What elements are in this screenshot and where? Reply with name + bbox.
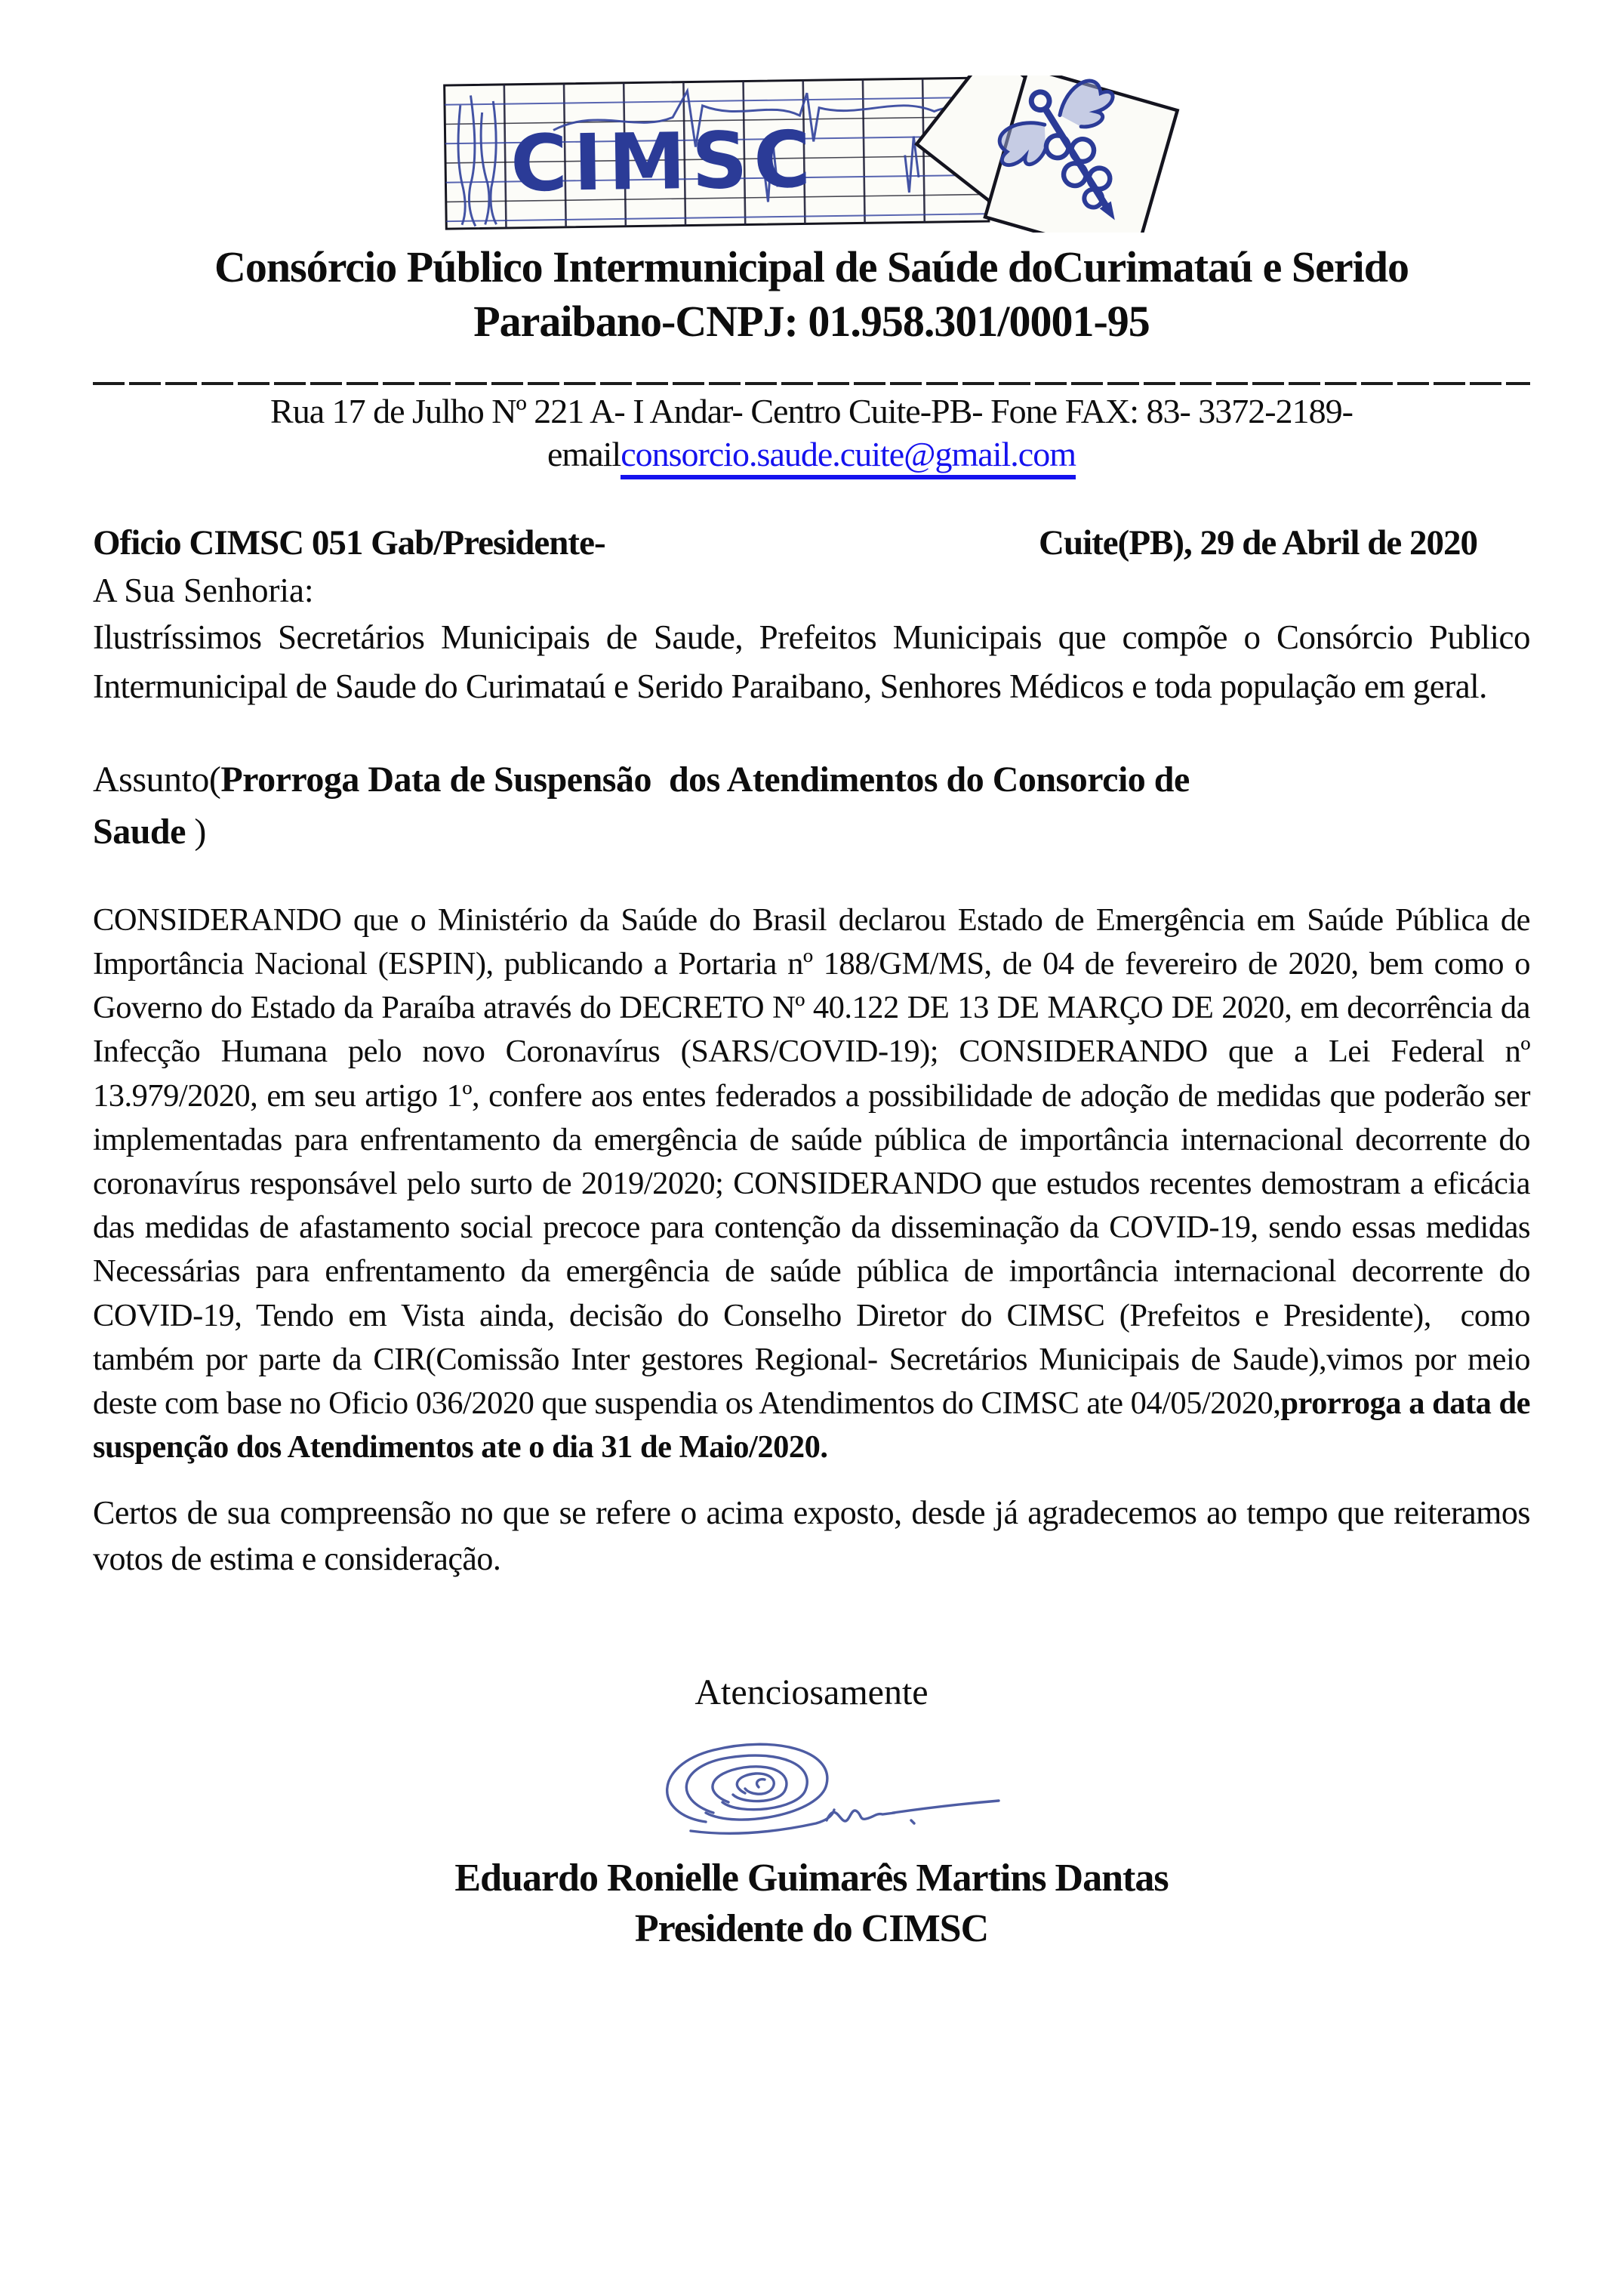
email-prefix: email [547, 434, 621, 473]
salutation: A Sua Senhoria: [93, 571, 314, 609]
ekg-grid-icon [445, 78, 989, 229]
signatory-role: Presidente do CIMSC [634, 1906, 989, 1950]
subject-line: Assunto(Prorroga Data de Suspensão dos Atendimentos do Consorcio de Saude ) [93, 760, 1190, 852]
org-title-line1: Consórcio Público Intermunicipal de Saúde doCurimataú e Serido [214, 242, 1409, 291]
org-title [93, 240, 1530, 349]
signature-block [93, 1724, 1530, 1854]
org-title-line2: Paraibano-CNPJ: 01.958.301/0001-95 [473, 296, 1150, 346]
place-date: Cuite(PB), 29 de Abril de 2020 [1039, 522, 1477, 562]
logo-acronym: CIMSC [510, 114, 818, 210]
handwritten-signature-icon [600, 1724, 1023, 1851]
body-paragraph: CONSIDERANDO que o Ministério da Saúde do Brasil declarou Estado de Emergência em Saúde Pública de Importância Nacional (ESPIN), publicando a Portaria nº 188/GM/MS, de 04 de fevereiro de 2020, bem como o Governo do Estado da Paraíba através do DECRETO Nº 40.122 DE 13 DE MARÇO DE 2020, em decorrência da Infecção Humana pelo novo Coronavírus (SARS/COVID-19); CONSIDERANDO que a Lei Federal nº 13.979/2020, em seu artigo 1º, confere aos entes federados a possibilidade de adoção de medidas que poderão ser implementadas para enfrentamento da emergência de saúde pública de importância internacional decorrente do coronavírus responsável pelo surto de 2019/2020; CONSIDERANDO que estudos recentes demostram a eficácia das medidas de afastamento social precoce para contenção da disseminação da COVID-19, sendo essas medidas Necessárias para enfrentamento da emergência de saúde pública de importância internacional decorrente do COVID-19, Tendo em Vista ainda, decisão do Conselho Diretor do CIMSC (Prefeitos e Presidente), como também por parte da CIR(Comissão Inter gestores Regional- Secretários Municipais de Saude),vimos por meio deste com base no Oficio 036/2020 que suspendia os Atendimentos do CIMSC ate 04/05/2020,prorroga a data de suspenção dos Atendimentos ate o dia 31 de Maio/2020. [93, 901, 1531, 1465]
cimsc-logo [442, 76, 1181, 233]
closing-paragraph: Certos de sua compreensão no que se refere o acima exposto, desde já agradecemos ao tempo que reiteramos votos de estima e consideração. [93, 1493, 1530, 1578]
separator-line [93, 382, 1530, 385]
email-link[interactable]: consorcio.saude.cuite@gmail.com [621, 435, 1076, 479]
logo-graphic [442, 76, 1181, 233]
office-number: Oficio CIMSC 051 Gab/Presidente- [93, 522, 605, 562]
closing-salutation: Atenciosamente [694, 1672, 929, 1712]
recipient-paragraph: Ilustríssimos Secretários Municipais de Saude, Prefeitos Municipais que compõe o Consórcio Publico Intermunicipal de Saude do Curimataú e Serido Paraibano, Senhores Médicos e toda população em geral. [93, 618, 1530, 705]
signatory-name: Eduardo Ronielle Guimarês Martins Dantas [454, 1856, 1169, 1900]
address-line: Rua 17 de Julho Nº 221 A- I Andar- Centro Cuite-PB- Fone FAX: 83- 3372-2189- [270, 391, 1353, 430]
letter-page [93, 0, 1530, 1951]
email-line [93, 434, 1530, 474]
office-reference-row [93, 522, 1530, 563]
